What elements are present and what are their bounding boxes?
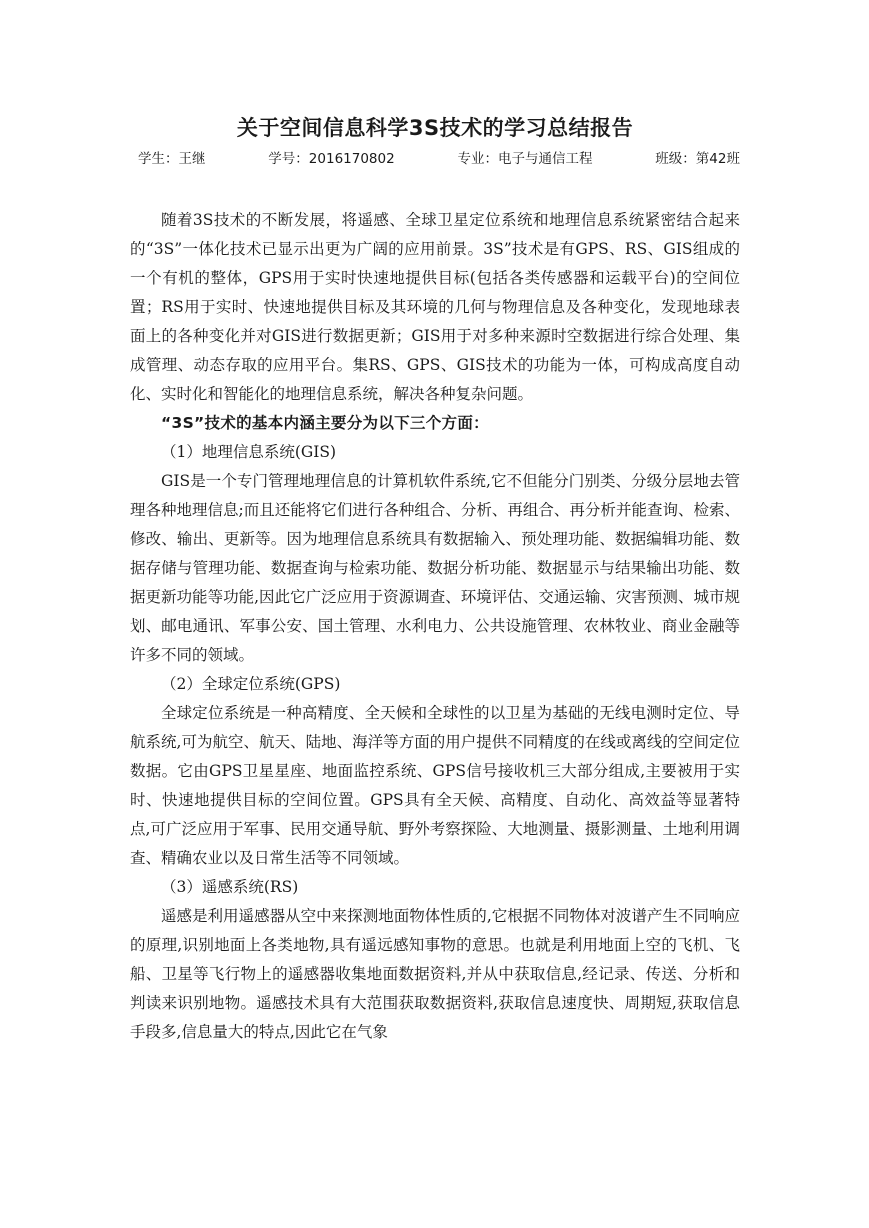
gis-subheading: （1）地理信息系统(GIS) (161, 443, 337, 461)
gps-paragraph: 全球定位系统是一种高精度、全天候和全球性的以卫星为基础的无线电测时定位、导航系统,可为航空、航天、陆地、海洋等方面的用户提供不同精度的在线或离线的空间定位数据。它由GPS卫星星座、地面监控系统、GPS信号接收机三大部分组成,主要被用于实时、快速地提供目标的空间位置。GPS具有全天候、高精度、自动化、高效益等显著特点,可广泛应用于军事、民用交通导航、野外考察探险、大地测量、摄影测量、土地利用调查、精确农业以及日常生活等不同领域。 (130, 704, 740, 867)
section-heading: “3S”技术的基本内涵主要分为以下三个方面： (161, 414, 489, 432)
rs-paragraph: 遥感是利用遥感器从空中来探测地面物体性质的,它根据不同物体对波谱产生不同响应的原理,识别地面上各类地物,具有遥远感知事物的意思。也就是利用地面上空的飞机、飞船、卫星等飞行物上的遥感器收集地面数据资料,并从中获取信息,经记录、传送、分析和判读来识别地物。遥感技术具有大范围获取数据资料,获取信息速度快、周期短,获取信息手段多,信息量大的特点,因此它在气象 (130, 907, 740, 1041)
student-id: 学号：2016170802 (268, 151, 395, 167)
document-page (130, 112, 740, 1047)
intro-paragraph: 随着3S技术的不断发展，将遥感、全球卫星定位系统和地理信息系统紧密结合起来的“3S”一体化技术已显示出更为广阔的应用前景。3S”技术是有GPS、RS、GIS组成的一个有机的整体，GPS用于实时快速地提供目标(包括各类传感器和运载平台)的空间位置；RS用于实时、快速地提供目标及其环境的几何与物理信息及各种变化，发现地球表面上的各种变化并对GIS进行数据更新；GIS用于对多种来源时空数据进行综合处理、集成管理、动态存取的应用平台。集RS、GPS、GIS技术的功能为一体，可构成高度自动化、实时化和智能化的地理信息系统，解决各种复杂问题。 (130, 211, 740, 403)
gps-subheading: （2）全球定位系统(GPS) (161, 675, 341, 693)
document-title: 关于空间信息科学3S技术的学习总结报告 (236, 116, 634, 140)
student-major: 专业：电子与通信工程 (457, 151, 593, 167)
rs-subheading: （3）遥感系统(RS) (161, 878, 299, 896)
student-class: 班级：第42班 (655, 151, 740, 167)
gis-paragraph: GIS是一个专门管理地理信息的计算机软件系统,它不但能分门别类、分级分层地去管理各种地理信息;而且还能将它们进行各种组合、分析、再组合、再分析并能查询、检索、修改、输出、更新等。因为地理信息系统具有数据输入、预处理功能、数据编辑功能、数据存储与管理功能、数据查询与检索功能、数据分析功能、数据显示与结果输出功能、数据更新功能等功能,因此它广泛应用于资源调查、环境评估、交通运输、灾害预测、城市规划、邮电通讯、军事公安、国土管理、水利电力、公共设施管理、农林牧业、商业金融等许多不同的领域。 (130, 472, 740, 664)
student-info-line (130, 148, 740, 170)
document-body (130, 206, 740, 1047)
student-name: 学生：王继 (138, 151, 206, 167)
